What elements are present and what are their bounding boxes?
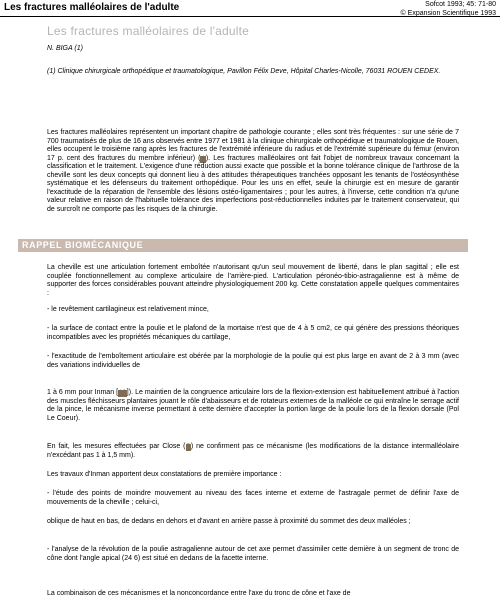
intro-text-part1: Les fractures malléolaires représentent un important chapitre de pathologie courante ; elles sont très fréquentes : sur une série de 7 700 traumatisés de plus de 16 ans observés entre 1977 et 1981 à la clinique chirurgicale orthopédique et traumatologique de Rouen, elles occupent le troisième rang après les fractures de l'extrémité inférieure du radius et de l'extrémité supérieure du fémur (environ 17 p. cent des fractures du membre inférieur) ( — [47, 129, 459, 162]
body-text: ) ne confirment pas ce mécanisme (les modifications de la distance intermalléolaire n'excédant pas 1 à 1,5 mm). — [47, 443, 459, 459]
reference-link-1[interactable]: 1 — [201, 155, 205, 162]
running-header — [0, 0, 500, 18]
article-title: Les fractures malléolaires de l'adulte — [47, 24, 249, 38]
intro-paragraph — [47, 129, 459, 214]
body-paragraph — [47, 389, 459, 423]
reference-link-16[interactable]: 16 — [119, 390, 126, 396]
body-paragraph — [47, 443, 459, 460]
body-text: En fait, les mesures effectuées par Close ( — [47, 443, 186, 450]
body-paragraph: Les travaux d'Inman apportent deux constatations de première importance : — [47, 471, 282, 478]
journal-copyright-line: © Expansion Scientifique 1993 — [400, 9, 496, 17]
journal-citation-line: Sofcot 1993; 45: 71-80 — [425, 1, 496, 8]
body-paragraph: - l'analyse de la révolution de la poulie astragalienne autour de cet axe permet d'assimiler cette dernière à un segment de tronc de cône dont l'angle apical (24 6) est situé en dedans de la facette interne. — [47, 546, 459, 562]
body-text: 1 à 6 mm pour Inman [ — [47, 389, 119, 396]
body-paragraph: La cheville est une articulation fortement emboîtée n'autorisant qu'un seul mouvement de liberté, dans le plan sagittal ; elle est couplée fonctionnellement au complexe articulaire de l'arrière-pied. L'articulation péronéo-tibio-astragalienne est à même de supporter des forces considérables pouvant atteindre physiologiquement 200 kg. Cette constatation appelle quelques commentaires : — [47, 264, 459, 297]
intro-text-part2: ). Les fractures malléolaires ont fait l'objet de nombreux travaux concernant la classification et le traitement. L'exigence d'une réduction aussi exacte que possible et la bonne tolérance clinique de l'arthrose de la cheville sont les deux concepts qui donnent lieu à des attitudes thérapeutiques tranchées opposant les tenants de l'ostéosynthèse systématique et les défenseurs du traitement orthopédique. Pour les uns en effet, seule la chirurgie est en mesure de garantir l'exactitude de la réparation de l'ensemble des lésions ostéo-ligamentaires ; pour les autres, à l'inverse, cette condition n'a qu'une valeur relative en raison de l'habituelle tolérance des imperfections post-réductionnelles induites par le traitement conservateur, qui de surcroît ne comporte pas les risques de la chirurgie. — [47, 154, 460, 213]
author-line: N. BIGA (1) — [47, 45, 83, 52]
header-rule — [0, 16, 500, 17]
reference-link-7[interactable]: 7 — [186, 444, 190, 450]
body-paragraph: oblique de haut en bas, de dedans en dehors et d'avant en arrière passe à proximité du sommet des deux malléoles ; — [47, 518, 411, 525]
body-paragraph: - le revêtement cartilagineux est relativement mince, — [47, 306, 209, 313]
section-heading: RAPPEL BIOMÉCANIQUE — [22, 240, 144, 250]
body-paragraph: - l'exactitude de l'emboîtement articulaire est obérée par la morphologie de la poulie qui est plus large en avant de 2 à 3 mm (avec des variations individuelles de — [47, 353, 459, 369]
body-text: ]). Le maintien de la congruence articulaire lors de la flexion-extension est habituellement attribué à l'action des muscles fléchisseurs plantaires jouant le rôle d'abaisseurs et de rotateurs externes de la malléole ce qui entraîne le serrage actif de la pince, le mécanisme inverse permettant à cette dernière d'accepter la portion large de la poulie lors de la flexion dorsale (Pol Le Coeur). — [47, 389, 460, 422]
running-title: Les fractures malléolaires de l'adulte — [4, 2, 180, 13]
body-paragraph: - l'étude des points de moindre mouvement au niveau des faces interne et externe de l'astragale permet de définir l'axe de mouvements de la cheville ; celui-ci, — [47, 490, 459, 506]
affiliation: (1) Clinique chirurgicale orthopédique et traumatologique, Pavillon Félix Deve, Hôpital Charles-Nicolle, 76031 ROUEN CEDEX. — [47, 68, 441, 75]
body-paragraph: La combinaison de ces mécanismes et la nonconcordance entre l'axe du tronc de cône et l'axe de — [47, 590, 351, 597]
section-heading-bar — [18, 239, 468, 252]
body-paragraph: - la surface de contact entre la poulie et le plafond de la mortaise n'est que de 4 à 5 cm2, ce qui génère des pressions théoriques incompatibles avec les propriétés mécaniques du cartilage, — [47, 325, 459, 341]
